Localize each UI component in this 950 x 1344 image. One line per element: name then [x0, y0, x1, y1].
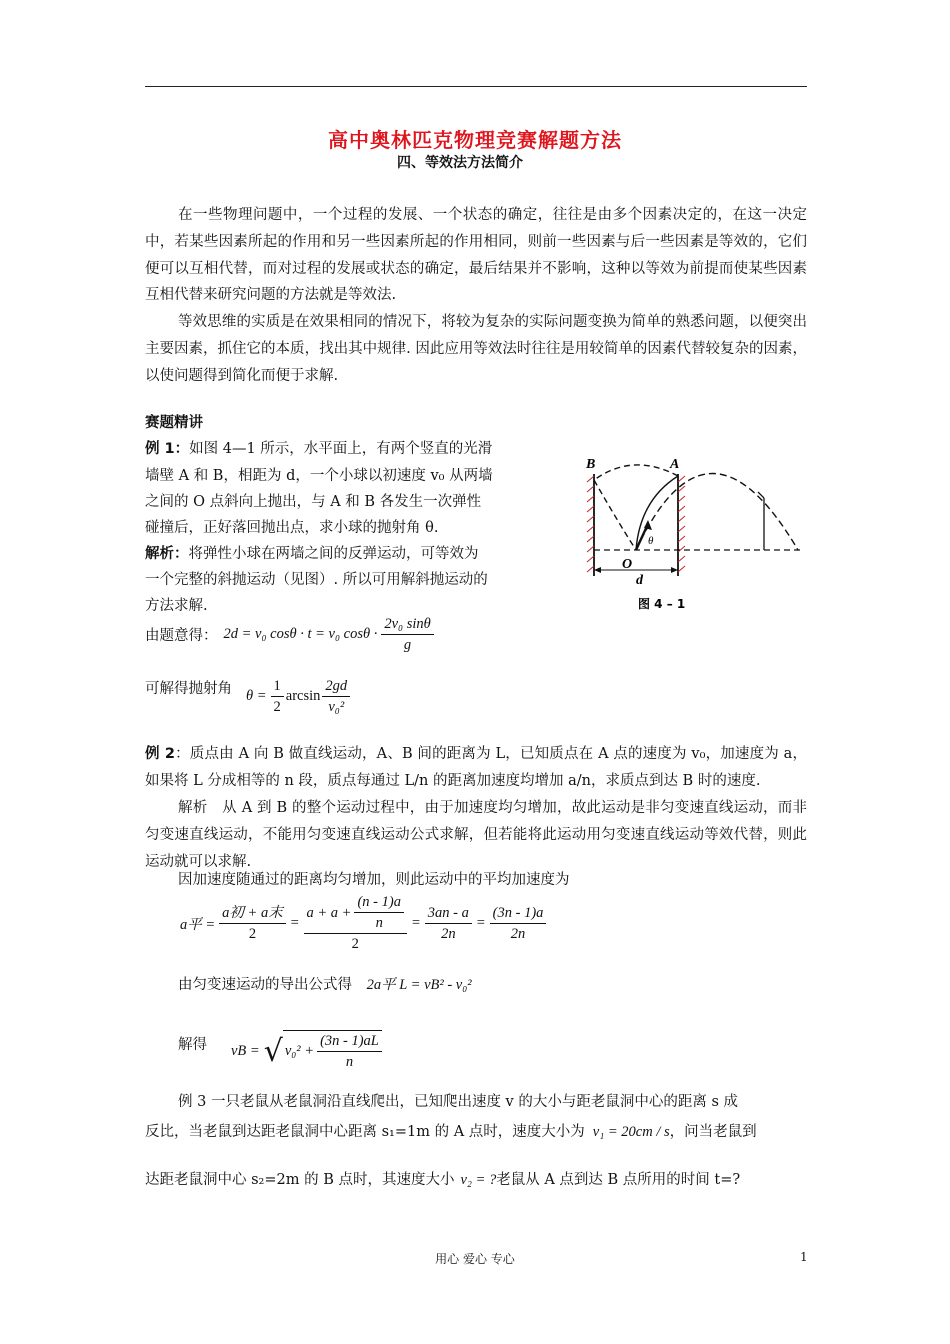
figure-4-1	[578, 452, 810, 622]
example-2-avg-intro: 因加速度随通过的距离均匀增加，则此运动中的平均加速度为	[178, 872, 570, 888]
example-3-line-2: 反比，当老鼠到达距老鼠洞中心距离 s₁=1m 的 A 点时，速度大小为 v₁ = 20cm / s，问当老鼠到	[145, 1124, 757, 1140]
section-heading: 赛题精讲	[145, 415, 203, 431]
wall-b-label: B	[586, 457, 596, 472]
example-2-derive-intro: 由匀变速运动的导出公式得 2a平 L = vB² - v₀²	[178, 977, 472, 993]
analysis-label: 解析：	[145, 546, 189, 562]
example-1-line-3: 之间的 O 点斜向上抛出，与 A 和 B 各发生一次弹性	[145, 494, 482, 510]
point-o-label: O	[622, 557, 633, 572]
v2-value: v₂ = ?	[460, 1172, 497, 1188]
average-acceleration-equation: a平 = $\frac{\text{a初 + a末}}{2}$ = a + a + $\frac{(n - 1)a}{n}$ 2 = $\frac{3an - a}{2n}$ = $\frac{(3n - 1)a}{2n}$	[180, 892, 546, 954]
example-1-line-1: 例 1：如图 4—1 所示，水平面上，有两个竖直的光滑	[145, 441, 493, 457]
figure-caption: 图 4 – 1	[638, 597, 686, 611]
page-footer: 用心 爱心 专心	[435, 1252, 515, 1266]
example-1-analysis-line-2: 一个完整的斜抛运动（见图）. 所以可用解斜抛运动的	[145, 572, 488, 588]
equation-1-fraction: $\frac{\text{2v₀ sinθ}}{g}$	[381, 614, 433, 655]
wall-a-label: A	[670, 457, 680, 472]
example-1-analysis-line-1: 解析：将弹性小球在两墙之间的反弹运动，可等效为	[145, 546, 479, 562]
v1-value: v₁ = 20cm / s	[592, 1124, 670, 1140]
equation-2: 可解得抛射角 θ = $\frac{1}{2}$ arcsin $\frac{2gd}{\text{v₀²}}$	[145, 676, 350, 717]
section-subtitle: 四、等效法方法简介	[397, 155, 523, 171]
example-1-analysis-line-3: 方法求解.	[145, 598, 208, 614]
derive-equation: 2a平 L = vB² - v₀²	[366, 977, 472, 993]
intro-paragraph-2: 等效思维的实质是在效果相同的情况下，将较为复杂的实际问题变换为简单的熟悉问题，以便突出主要因素，抓住它的本质，找出其中规律. 因此应用等效法时往往是用较简单的因素代替较复杂的因素，以使问题得到简化而便于求解.	[145, 314, 807, 384]
example-2-analysis: 解析 从 A 到 B 的整个运动过程中，由于加速度均匀增加，故此运动是非匀变速直线运动，而非匀变速直线运动，不能用匀变速直线运动公式求解，但若能将此运动用匀变速直线运动等效代替，则此运动就可以求解.	[145, 800, 807, 870]
vb-equation: 解得 vB = √ v₀² + $\frac{(3n - 1)aL}{n}$	[178, 1030, 382, 1072]
example-1-line-4: 碰撞后，正好落回抛出点，求小球的抛射角 θ.	[145, 520, 439, 536]
example-3-line-3: 达距老鼠洞中心 s₂=2m 的 B 点时，其速度大小 v₂ = ?老鼠从 A 点到达 B 点所用的时间 t=?	[145, 1172, 741, 1188]
example-2-label: 例 2	[145, 746, 175, 762]
example-3-line-1: 例 3 一只老鼠从老鼠洞沿直线爬出，已知爬出速度 v 的大小与距老鼠洞中心的距离 s 成	[178, 1094, 739, 1110]
angle-label: θ	[648, 535, 654, 547]
example-1-line-2: 墙壁 A 和 B，相距为 d，一个小球以初速度 v₀ 从两墙	[145, 468, 493, 484]
intro-paragraph-1: 在一些物理问题中，一个过程的发展、一个状态的确定，往往是由多个因素决定的，在这一决定中，若某些因素所起的作用和另一些因素所起的作用相同，则前一些因素与后一些因素是等效的，它们便可以互相代替，而对过程的发展或状态的确定，最后结果并不影响，这种以等效为前提而使某些因素互相代替来研究问题的方法就是等效法.	[145, 207, 807, 304]
header-rule	[145, 86, 807, 87]
equation-1: 由题意得： 2d = v₀ cosθ · t = v₀ cosθ · $\frac{\text{2v₀ sinθ}}{g}$	[145, 614, 434, 655]
page-number: 1	[800, 1250, 808, 1264]
example-2-statement: 例 2：质点由 A 向 B 做直线运动，A、B 间的距离为 L，已知质点在 A 点的速度为 v₀，加速度为 a，如果将 L 分成相等的 n 段，质点每通过 L/n 的距离加速度均增加 a/n，求质点到达 B 时的速度.	[145, 746, 807, 789]
distance-d-label: d	[636, 573, 643, 588]
page-title: 高中奥林匹克物理竞赛解题方法	[328, 128, 622, 152]
example-1-label: 例 1：	[145, 441, 190, 457]
